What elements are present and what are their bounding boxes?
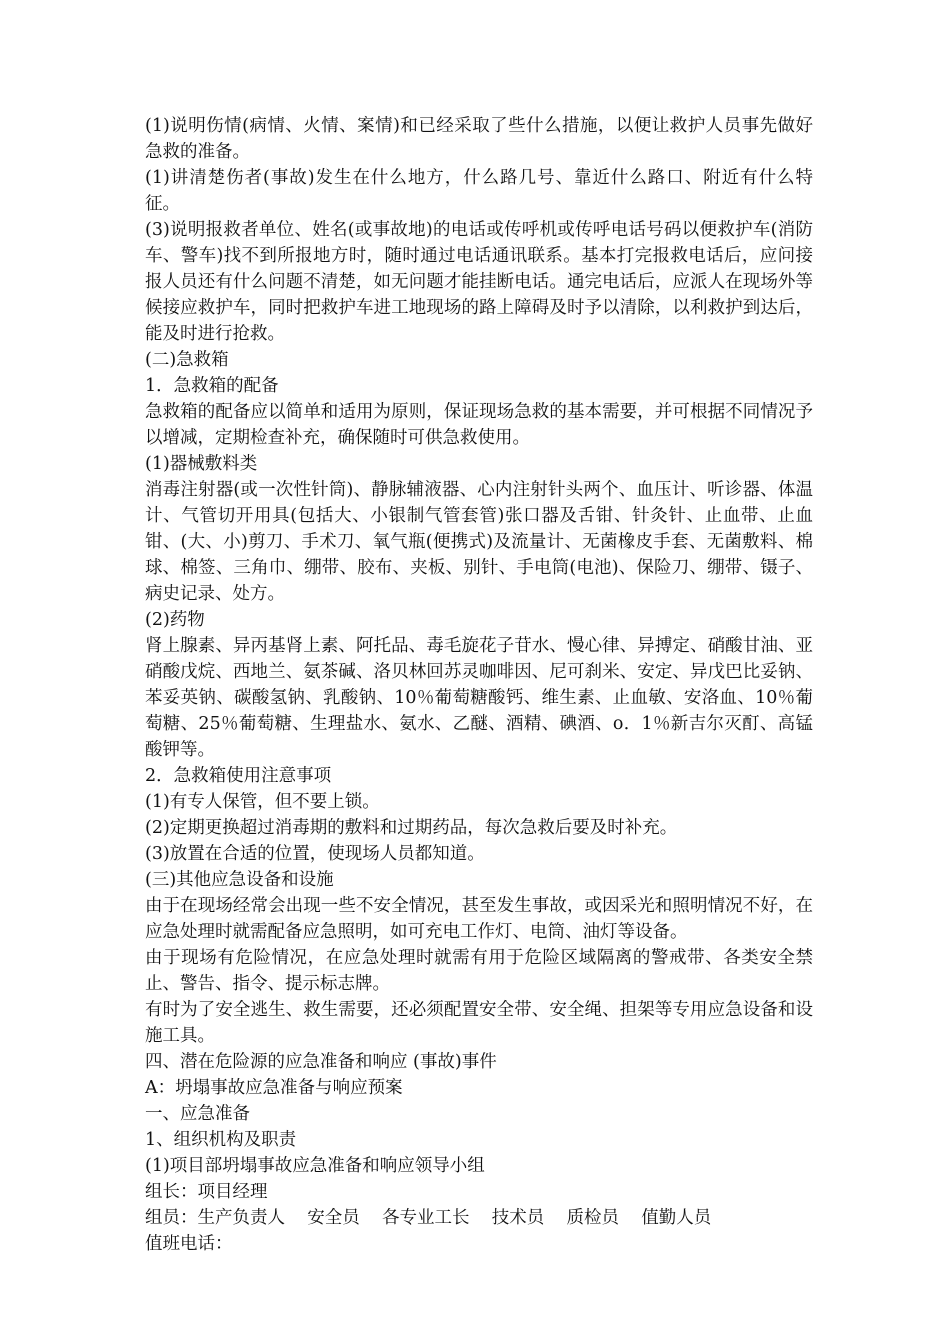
paragraph-report-injury: (1)说明伤情(病情、火情、案情)和已经采取了些什么措施，以便让救护人员事先做好急救的准备。: [145, 116, 813, 162]
heading-collapse-plan: A：坍塌事故应急准备与响应预案: [145, 1078, 403, 1098]
heading-hazard-response: 四、潜在危险源的应急准备和响应 (事故)事件: [145, 1052, 497, 1072]
paragraph-usage-note-2: (2)定期更换超过消毒期的敷料和过期药品，每次急救后要及时补充。: [145, 818, 678, 838]
document-body: [145, 113, 813, 1257]
heading-other-equipment: (三)其他应急设备和设施: [145, 870, 334, 890]
heading-organization: 1、组织机构及职责: [145, 1130, 297, 1150]
paragraph-team-leader: 组长：项目经理: [145, 1182, 268, 1202]
paragraph-usage-note-3: (3)放置在合适的位置，使现场人员都知道。: [145, 844, 485, 864]
heading-first-aid-kit: (二)急救箱: [145, 350, 229, 370]
heading-instruments: (1)器械敷料类: [145, 454, 258, 474]
heading-kit-equipment: 1．急救箱的配备: [145, 376, 279, 396]
paragraph-kit-principle: 急救箱的配备应以简单和适用为原则，保证现场急救的基本需要，并可根据不同情况予以增减，定期检查补充，确保随时可供急救使用。: [145, 402, 813, 448]
paragraph-report-location: (1)讲清楚伤者(事故)发生在什么地方，什么路几号、靠近什么路口、附近有什么特征。: [145, 168, 813, 214]
paragraph-team-members: 组员：生产负责人 安全员 各专业工长 技术员 质检员 值勤人员: [145, 1208, 712, 1228]
heading-emergency-preparation: 一、应急准备: [145, 1104, 250, 1124]
heading-kit-usage-notes: 2．急救箱使用注意事项: [145, 766, 332, 786]
paragraph-medicines-list: 肾上腺素、异丙基肾上素、阿托品、毒毛旋花子苷水、慢心律、异搏定、硝酸甘油、亚硝酸戊烷、西地兰、氨茶碱、洛贝林回苏灵咖啡因、尼可刹米、安定、异戊巴比妥钠、苯妥英钠、碳酸氢钠、乳酸钠、10％葡萄糖酸钙、维生素、止血敏、安洛血、10％葡萄糖、25％葡萄糖、生理盐水、氨水、乙醚、酒精、碘酒、o．1％新吉尔灭酊、高锰酸钾等。: [145, 636, 813, 760]
paragraph-rescue-tools: 有时为了安全逃生、救生需要，还必须配置安全带、安全绳、担架等专用应急设备和设施工具。: [145, 1000, 813, 1046]
paragraph-report-contact: (3)说明报救者单位、姓名(或事故地)的电话或传呼机或传呼电话号码以便救护车(消防车、警车)找不到所报地方时，随时通过电话通讯联系。基本打完报救电话后，应问接报人员还有什么问题不清楚，如无问题才能挂断电话。通完电话后，应派人在现场外等候接应救护车，同时把救护车进工地现场的路上障碍及时予以清除，以利救护到达后，能及时进行抢救。: [145, 220, 813, 344]
paragraph-leadership-group: (1)项目部坍塌事故应急准备和响应领导小组: [145, 1156, 485, 1176]
paragraph-warning-signs: 由于现场有危险情况，在应急处理时就需有用于危险区域隔离的警戒带、各类安全禁止、警告、指令、提示标志牌。: [145, 948, 813, 994]
heading-medicines: (2)药物: [145, 610, 205, 630]
paragraph-emergency-lighting: 由于在现场经常会出现一些不安全情况，甚至发生事故，或因采光和照明情况不好，在应急处理时就需配备应急照明，如可充电工作灯、电筒、油灯等设备。: [145, 896, 813, 942]
paragraph-duty-phone: 值班电话：: [145, 1234, 233, 1254]
paragraph-usage-note-1: (1)有专人保管，但不要上锁。: [145, 792, 380, 812]
paragraph-instruments-list: 消毒注射器(或一次性针筒)、静脉辅液器、心内注射针头两个、血压计、听诊器、体温计、气管切开用具(包括大、小银制气管套管)张口器及舌钳、针灸针、止血带、止血钳、(大、小)剪刀、手术刀、氧气瓶(便携式)及流量计、无菌橡皮手套、无菌敷料、棉球、棉签、三角巾、绷带、胶布、夹板、别针、手电筒(电池)、保险刀、绷带、镊子、病史记录、处方。: [145, 480, 813, 604]
